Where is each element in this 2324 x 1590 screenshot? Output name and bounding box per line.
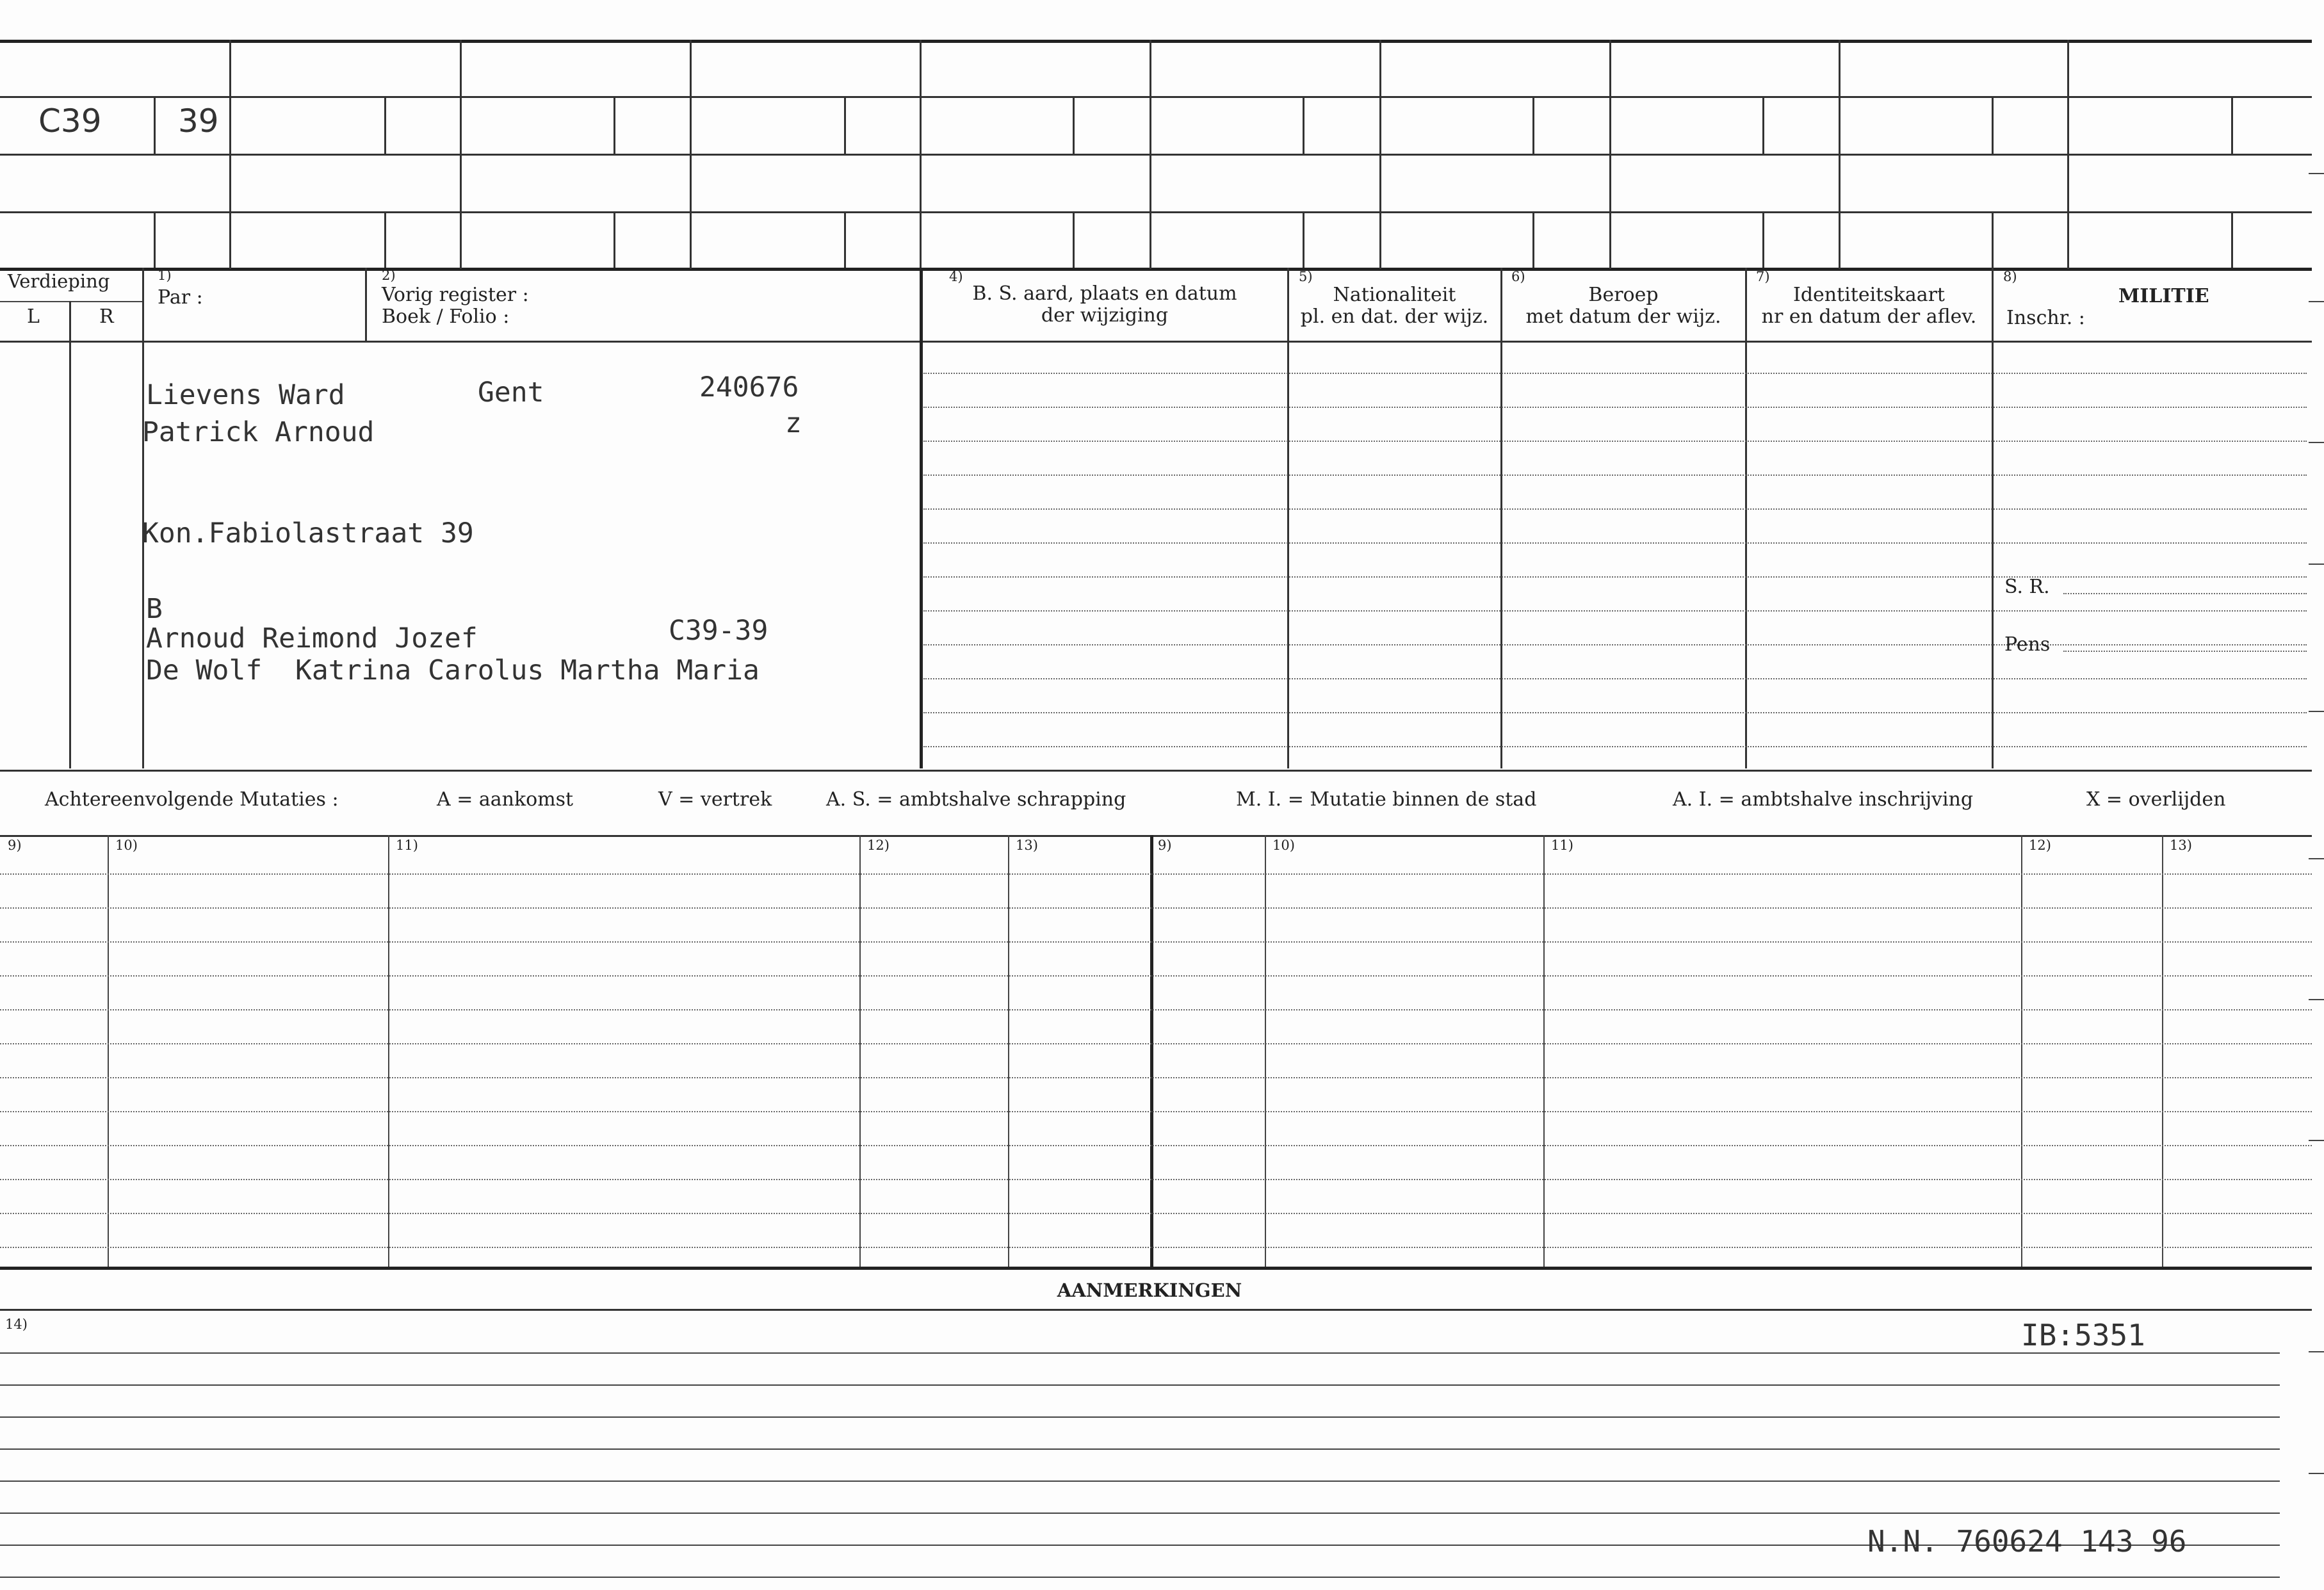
- col-r-label: R: [99, 305, 114, 328]
- mutaties-row-line: [0, 1043, 2312, 1044]
- header-vline: [1745, 268, 1747, 768]
- header-bottom: [0, 341, 2312, 343]
- body-ruled-line: [923, 746, 2307, 747]
- mutaties-row-line: [0, 1077, 2312, 1078]
- body-ruled-line: [923, 441, 2307, 442]
- person-birthdate: 240676: [699, 371, 799, 403]
- edge-tick: [2309, 301, 2324, 302]
- id-line-1: Identiteitskaart: [1793, 284, 1945, 306]
- top-row-line-2: [0, 154, 2312, 156]
- aanmerkingen-top: [0, 1309, 2312, 1311]
- nn-stamp: N.N. 760624 143 96: [1867, 1524, 2187, 1559]
- vorig-register-label: Vorig register :: [382, 284, 529, 306]
- top-block-bottom: [0, 268, 2312, 271]
- body-ruled-line: [923, 475, 2307, 476]
- legend-ambtshalve-schrapping: A. S. = ambtshalve schrapping: [826, 788, 1126, 811]
- mutaties-row-line: [0, 1009, 2312, 1010]
- mutaties-title: Achtereenvolgende Mutaties :: [45, 788, 339, 811]
- inschr-label: Inschr. :: [2006, 307, 2085, 329]
- body-ruled-line: [923, 712, 2307, 713]
- mutaties-row-line: [0, 1247, 2312, 1248]
- mutaties-column-line: [388, 835, 389, 1267]
- top-row-line-3: [0, 211, 2312, 213]
- bs-number: 4): [949, 269, 963, 284]
- person-given-names: Patrick Arnoud: [142, 416, 375, 448]
- house-code: C39: [38, 102, 102, 140]
- header-vline: [1992, 268, 1994, 768]
- aanmerkingen-ruled-line: [0, 1384, 2280, 1386]
- nat-line-1: Nationaliteit: [1333, 284, 1456, 306]
- mutaties-column-number: 11): [1551, 838, 1573, 853]
- edge-tick: [2309, 858, 2324, 859]
- bs-header: [922, 283, 1287, 327]
- top-border: [0, 40, 2312, 43]
- legend-vertrek: V = vertrek: [658, 788, 772, 811]
- mutaties-row-line: [0, 1111, 2312, 1112]
- nat-header: [1288, 284, 1500, 328]
- mutaties-row-line: [0, 975, 2312, 977]
- bs-line-2: der wijziging: [1041, 304, 1169, 327]
- aanmerkingen-ruled-line: [0, 1513, 2280, 1514]
- militie-label: MILITIE: [2118, 285, 2209, 307]
- body-ruled-line: [923, 542, 2307, 544]
- body-ruled-line: [923, 610, 2307, 612]
- mutaties-column-line: [1265, 835, 1266, 1267]
- top-short-divider: [2231, 211, 2233, 268]
- top-vline: [1839, 40, 1841, 269]
- mutaties-column-number: 13): [1016, 838, 1038, 853]
- header-vline: [365, 268, 367, 341]
- pens-label: Pens: [2004, 633, 2051, 656]
- boek-folio-label: Boek / Folio :: [382, 305, 510, 328]
- aanmerkingen-ruled-line: [0, 1448, 2280, 1450]
- body-ruled-line: [923, 407, 2307, 408]
- mutaties-row-line: [0, 873, 2312, 875]
- ib-stamp: IB:5351: [2021, 1318, 2145, 1352]
- mutaties-column-number: 10): [115, 838, 138, 853]
- edge-tick: [2309, 1140, 2324, 1141]
- aanmerkingen-ruled-line: [0, 1577, 2280, 1578]
- person-name: Lievens Ward: [146, 379, 345, 411]
- mutaties-column-number: 10): [1272, 838, 1295, 853]
- par-number: 1): [158, 268, 172, 283]
- aanmerkingen-number: 14): [5, 1317, 28, 1332]
- mutaties-top: [0, 835, 2312, 837]
- top-short-divider: [1762, 96, 1764, 154]
- body-ruled-line: [923, 576, 2307, 578]
- top-short-divider: [384, 211, 386, 268]
- verdieping-label: Verdieping: [8, 270, 110, 292]
- legend-aankomst: A = aankomst: [437, 788, 574, 811]
- beroep-number: 6): [1511, 269, 1525, 284]
- top-short-divider: [614, 211, 615, 268]
- mutaties-column-line: [859, 835, 861, 1267]
- edge-tick: [2309, 1351, 2324, 1352]
- body-ruled-line: [923, 678, 2307, 679]
- top-short-divider: [844, 96, 846, 154]
- legend-overlijden: X = overlijden: [2086, 788, 2226, 811]
- legend-ambtshalve-inschrijving: A. I. = ambtshalve inschrijving: [1673, 788, 1974, 811]
- person-mother: De Wolf Katrina Carolus Martha Maria: [146, 654, 760, 686]
- edge-tick: [2309, 564, 2324, 565]
- nat-line-2: pl. en dat. der wijz.: [1300, 305, 1489, 328]
- top-short-divider: [2231, 96, 2233, 154]
- top-short-divider: [1532, 211, 1534, 268]
- aanmerkingen-title: AANMERKINGEN: [1057, 1279, 1242, 1301]
- person-birthplace: Gent: [478, 377, 544, 409]
- beroep-header: [1502, 284, 1745, 328]
- edge-tick: [2309, 711, 2324, 712]
- lr-divider-line: [0, 301, 142, 302]
- mutaties-column-line: [1008, 835, 1009, 1267]
- edge-tick: [2309, 999, 2324, 1000]
- legend-mutatie-binnen-stad: M. I. = Mutatie binnen de stad: [1236, 788, 1537, 811]
- top-short-divider: [384, 96, 386, 154]
- person-address: Kon.Fabiolastraat 39: [142, 517, 474, 549]
- body-ruled-line: [923, 644, 2307, 645]
- mutaties-row-line: [0, 1145, 2312, 1146]
- mutaties-row-line: [0, 941, 2312, 943]
- top-vline: [1150, 40, 1151, 269]
- mutaties-column-line: [108, 835, 109, 1267]
- header-vline: [1500, 268, 1502, 768]
- mutaties-bottom: [0, 1267, 2312, 1270]
- house-number: 39: [178, 102, 219, 140]
- top-vline: [1379, 40, 1381, 269]
- beroep-line-1: Beroep: [1588, 284, 1659, 306]
- mutaties-column-line: [2162, 835, 2163, 1267]
- mutaties-column-line: [1150, 835, 1153, 1267]
- top-vline: [460, 40, 462, 269]
- top-short-divider: [1303, 211, 1304, 268]
- aanmerkingen-ruled-line: [0, 1352, 2280, 1354]
- person-father: Arnoud Reimond Jozef: [146, 622, 478, 654]
- top-short-divider: [1303, 96, 1304, 154]
- edge-tick: [2309, 442, 2324, 443]
- id-number: 7): [1756, 269, 1770, 284]
- mutaties-column-number: 9): [1158, 838, 1172, 853]
- header-vline: [920, 268, 923, 768]
- top-short-divider: [1762, 211, 1764, 268]
- top-short-divider: [1073, 96, 1075, 154]
- header-vline: [1287, 268, 1289, 768]
- mutaties-column-number: 11): [396, 838, 418, 853]
- sr-label: S. R.: [2004, 576, 2050, 598]
- top-short-divider: [844, 211, 846, 268]
- vorig-number: 2): [382, 268, 396, 283]
- top-short-divider: [154, 96, 156, 154]
- bs-line-1: B. S. aard, plaats en datum: [972, 282, 1237, 305]
- mutaties-row-line: [0, 907, 2312, 909]
- mutaties-column-number: 13): [2170, 838, 2192, 853]
- body-ruled-line: [923, 508, 2307, 510]
- mutaties-column-line: [2021, 835, 2022, 1267]
- col-l-label: L: [27, 305, 40, 328]
- mutaties-row-line: [0, 1213, 2312, 1214]
- top-vline: [1609, 40, 1611, 269]
- top-vline: [690, 40, 692, 269]
- id-line-2: nr en datum der aflev.: [1761, 305, 1977, 328]
- pens-line: [2063, 651, 2307, 652]
- header-vline: [69, 301, 71, 768]
- par-label: Par :: [158, 286, 203, 309]
- aanmerkingen-ruled-line: [0, 1416, 2280, 1418]
- edge-tick: [2309, 173, 2324, 174]
- person-relation-code: B: [146, 593, 163, 625]
- sr-line: [2063, 593, 2307, 594]
- person-sex: z: [785, 407, 802, 439]
- beroep-line-2: met datum der wijz.: [1525, 305, 1721, 328]
- person-ref: C39-39: [669, 615, 768, 647]
- top-vline: [229, 40, 231, 269]
- top-vline: [920, 40, 922, 269]
- mutaties-column-number: 12): [2029, 838, 2051, 853]
- body-ruled-line: [923, 373, 2307, 374]
- top-short-divider: [614, 96, 615, 154]
- militie-number: 8): [2003, 269, 2017, 284]
- aanmerkingen-ruled-line: [0, 1480, 2280, 1482]
- top-short-divider: [1992, 211, 1994, 268]
- top-short-divider: [154, 211, 156, 268]
- top-vline: [2067, 40, 2069, 269]
- edge-tick: [2309, 1473, 2324, 1474]
- top-row-line-1: [0, 96, 2312, 98]
- mutaties-column-number: 9): [8, 838, 22, 853]
- mutaties-column-number: 12): [867, 838, 890, 853]
- top-short-divider: [1073, 211, 1075, 268]
- id-header: [1746, 284, 1992, 328]
- top-short-divider: [1532, 96, 1534, 154]
- nat-number: 5): [1299, 269, 1313, 284]
- body-bottom: [0, 770, 2312, 772]
- top-short-divider: [1992, 96, 1994, 154]
- mutaties-row-line: [0, 1179, 2312, 1180]
- mutaties-column-line: [1543, 835, 1545, 1267]
